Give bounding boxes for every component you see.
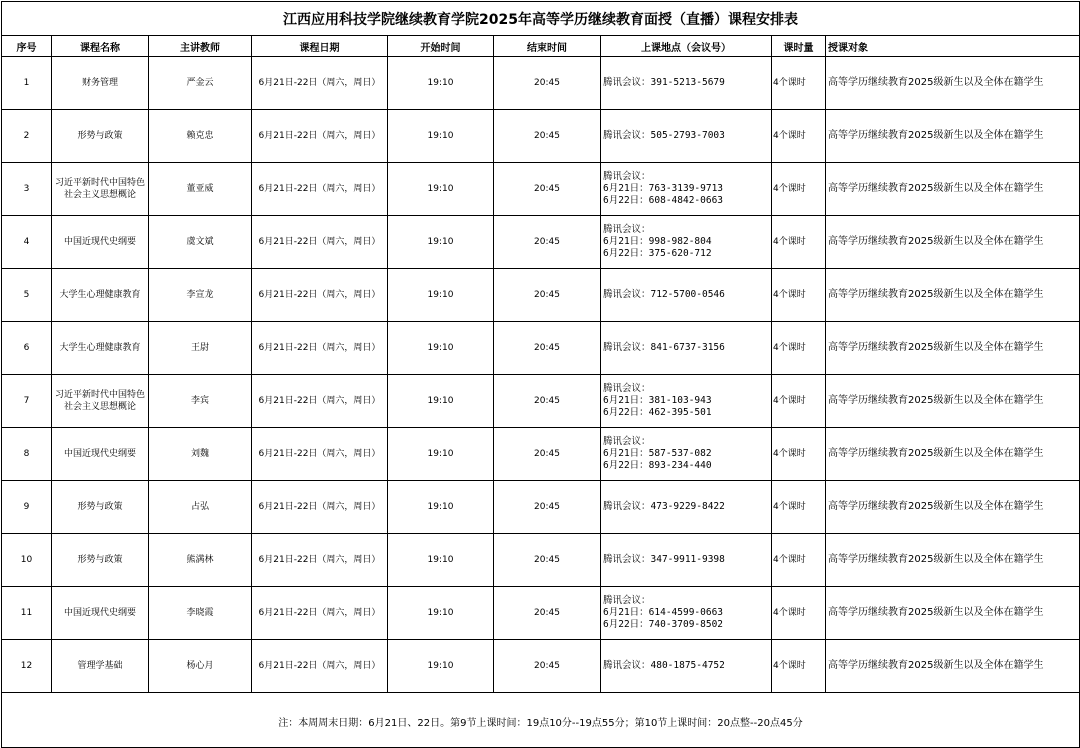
class-hours: 4个课时 [772, 163, 826, 216]
meeting-location-line: 6月21日：998-982-804 [603, 236, 712, 247]
teacher-name: 严金云 [149, 57, 252, 110]
meeting-location [601, 428, 772, 481]
header-cell: 课程日期 [252, 36, 388, 57]
table-row [2, 534, 1080, 587]
class-hours: 4个课时 [772, 216, 826, 269]
start-time: 19:10 [388, 640, 494, 693]
row-number: 2 [2, 110, 52, 163]
table-row [2, 375, 1080, 428]
class-hours: 4个课时 [772, 57, 826, 110]
end-time: 20:45 [494, 163, 601, 216]
table-row [2, 322, 1080, 375]
course-name-line: 大学生心理健康教育 [59, 290, 141, 300]
row-number: 8 [2, 428, 52, 481]
meeting-location-line: 腾讯会议： [603, 171, 651, 182]
table-row [2, 481, 1080, 534]
table-row [2, 428, 1080, 481]
teacher-name: 董亚威 [149, 163, 252, 216]
meeting-location [601, 57, 772, 110]
meeting-location-line: 腾讯会议： [603, 436, 651, 447]
row-number: 7 [2, 375, 52, 428]
course-date: 6月21日-22日（周六，周日） [252, 375, 388, 428]
start-time: 19:10 [388, 322, 494, 375]
course-name-line: 中国近现代史纲要 [63, 608, 136, 618]
table-row [2, 110, 1080, 163]
class-hours: 4个课时 [772, 110, 826, 163]
course-date: 6月21日-22日（周六，周日） [252, 110, 388, 163]
audience: 高等学历继续教育2025级新生以及全体在籍学生 [826, 640, 1080, 693]
header-row [2, 36, 1080, 57]
table-row [2, 163, 1080, 216]
header-cell: 主讲教师 [149, 36, 252, 57]
audience: 高等学历继续教育2025级新生以及全体在籍学生 [826, 216, 1080, 269]
table-row [2, 269, 1080, 322]
audience: 高等学历继续教育2025级新生以及全体在籍学生 [826, 269, 1080, 322]
start-time: 19:10 [388, 163, 494, 216]
course-name [52, 110, 149, 163]
table-row [2, 640, 1080, 693]
end-time: 20:45 [494, 57, 601, 110]
row-number: 9 [2, 481, 52, 534]
page-title: 江西应用科技学院继续教育学院2025年高等学历继续教育面授（直播）课程安排表 [2, 2, 1080, 36]
meeting-location-line: 6月21日：763-3139-9713 [603, 183, 724, 194]
course-name [52, 163, 149, 216]
meeting-location [601, 534, 772, 587]
course-name-line: 社会主义思想概论 [63, 190, 136, 200]
meeting-location-line: 腾讯会议：505-2793-7003 [603, 130, 725, 141]
row-number: 12 [2, 640, 52, 693]
start-time: 19:10 [388, 110, 494, 163]
meeting-location [601, 375, 772, 428]
course-name [52, 375, 149, 428]
course-date: 6月21日-22日（周六，周日） [252, 269, 388, 322]
meeting-location [601, 110, 772, 163]
course-date: 6月21日-22日（周六，周日） [252, 428, 388, 481]
start-time: 19:10 [388, 481, 494, 534]
end-time: 20:45 [494, 640, 601, 693]
course-name-line: 习近平新时代中国特色 [54, 178, 145, 188]
teacher-name: 赖克忠 [149, 110, 252, 163]
meeting-location-line: 6月22日：893-234-440 [603, 460, 712, 471]
audience: 高等学历继续教育2025级新生以及全体在籍学生 [826, 481, 1080, 534]
table-row [2, 216, 1080, 269]
course-date: 6月21日-22日（周六，周日） [252, 216, 388, 269]
course-name-line: 社会主义思想概论 [63, 402, 136, 412]
class-hours: 4个课时 [772, 587, 826, 640]
meeting-location-line: 腾讯会议：841-6737-3156 [603, 342, 725, 353]
table-row [2, 57, 1080, 110]
audience: 高等学历继续教育2025级新生以及全体在籍学生 [826, 428, 1080, 481]
end-time: 20:45 [494, 534, 601, 587]
meeting-location [601, 163, 772, 216]
meeting-location-line: 6月22日：462-395-501 [603, 407, 712, 418]
audience: 高等学历继续教育2025级新生以及全体在籍学生 [826, 375, 1080, 428]
course-name-line: 管理学基础 [77, 661, 123, 671]
meeting-location-line: 腾讯会议：473-9229-8422 [603, 501, 725, 512]
end-time: 20:45 [494, 216, 601, 269]
teacher-name: 占弘 [149, 481, 252, 534]
course-date: 6月21日-22日（周六，周日） [252, 163, 388, 216]
header-cell: 结束时间 [494, 36, 601, 57]
course-name-line: 形势与政策 [77, 131, 123, 141]
course-date: 6月21日-22日（周六，周日） [252, 57, 388, 110]
start-time: 19:10 [388, 428, 494, 481]
row-number: 10 [2, 534, 52, 587]
row-number: 6 [2, 322, 52, 375]
header-cell: 课程名称 [52, 36, 149, 57]
audience: 高等学历继续教育2025级新生以及全体在籍学生 [826, 322, 1080, 375]
class-hours: 4个课时 [772, 428, 826, 481]
audience: 高等学历继续教育2025级新生以及全体在籍学生 [826, 534, 1080, 587]
teacher-name: 李晓霞 [149, 587, 252, 640]
class-hours: 4个课时 [772, 269, 826, 322]
teacher-name: 熊满林 [149, 534, 252, 587]
meeting-location [601, 322, 772, 375]
class-hours: 4个课时 [772, 640, 826, 693]
end-time: 20:45 [494, 375, 601, 428]
course-name [52, 269, 149, 322]
header-cell: 授课对象 [826, 36, 1080, 57]
header-cell: 上课地点（会议号） [601, 36, 772, 57]
course-name-line: 习近平新时代中国特色 [54, 390, 145, 400]
meeting-location-line: 6月21日：381-103-943 [603, 395, 712, 406]
course-name-line: 形势与政策 [77, 502, 123, 512]
meeting-location-line: 6月22日：375-620-712 [603, 248, 712, 259]
start-time: 19:10 [388, 375, 494, 428]
course-name [52, 322, 149, 375]
meeting-location-line: 6月21日：614-4599-0663 [603, 607, 724, 618]
meeting-location-line: 腾讯会议： [603, 595, 651, 606]
row-number: 11 [2, 587, 52, 640]
end-time: 20:45 [494, 322, 601, 375]
course-date: 6月21日-22日（周六，周日） [252, 322, 388, 375]
meeting-location-line: 腾讯会议：391-5213-5679 [603, 77, 725, 88]
teacher-name: 刘魏 [149, 428, 252, 481]
teacher-name: 虞文斌 [149, 216, 252, 269]
end-time: 20:45 [494, 110, 601, 163]
end-time: 20:45 [494, 269, 601, 322]
start-time: 19:10 [388, 269, 494, 322]
meeting-location-line: 6月22日：740-3709-8502 [603, 619, 724, 630]
course-name [52, 587, 149, 640]
meeting-location-line: 腾讯会议：347-9911-9398 [603, 554, 725, 565]
header-cell: 开始时间 [388, 36, 494, 57]
class-hours: 4个课时 [772, 534, 826, 587]
course-name [52, 481, 149, 534]
course-name [52, 640, 149, 693]
teacher-name: 杨心月 [149, 640, 252, 693]
start-time: 19:10 [388, 57, 494, 110]
header-cell: 序号 [2, 36, 52, 57]
audience: 高等学历继续教育2025级新生以及全体在籍学生 [826, 110, 1080, 163]
meeting-location-line: 腾讯会议： [603, 383, 651, 394]
teacher-name: 王尉 [149, 322, 252, 375]
header-cell: 课时量 [772, 36, 826, 57]
course-name [52, 216, 149, 269]
course-name [52, 428, 149, 481]
start-time: 19:10 [388, 587, 494, 640]
meeting-location-line: 腾讯会议： [603, 224, 651, 235]
meeting-location-line: 腾讯会议：712-5700-0546 [603, 289, 725, 300]
start-time: 19:10 [388, 216, 494, 269]
end-time: 20:45 [494, 587, 601, 640]
meeting-location [601, 587, 772, 640]
table-row [2, 587, 1080, 640]
meeting-location-line: 6月21日：587-537-082 [603, 448, 712, 459]
course-name-line: 形势与政策 [77, 555, 123, 565]
class-hours: 4个课时 [772, 481, 826, 534]
meeting-location [601, 481, 772, 534]
course-date: 6月21日-22日（周六，周日） [252, 587, 388, 640]
audience: 高等学历继续教育2025级新生以及全体在籍学生 [826, 163, 1080, 216]
course-date: 6月21日-22日（周六，周日） [252, 481, 388, 534]
course-name [52, 534, 149, 587]
meeting-location-line: 6月22日：608-4842-0663 [603, 195, 724, 206]
schedule-sheet [1, 1, 1079, 742]
start-time: 19:10 [388, 534, 494, 587]
course-name [52, 57, 149, 110]
class-hours: 4个课时 [772, 322, 826, 375]
meeting-location [601, 216, 772, 269]
course-name-line: 中国近现代史纲要 [63, 449, 136, 459]
teacher-name: 李宣龙 [149, 269, 252, 322]
class-hours: 4个课时 [772, 375, 826, 428]
row-number: 3 [2, 163, 52, 216]
row-number: 1 [2, 57, 52, 110]
audience: 高等学历继续教育2025级新生以及全体在籍学生 [826, 57, 1080, 110]
course-name-line: 中国近现代史纲要 [63, 237, 136, 247]
course-name-line: 财务管理 [81, 78, 118, 88]
row-number: 4 [2, 216, 52, 269]
schedule-note: 注：本周周末日期：6月21日、22日。第9节上课时间：19点10分--19点55分；第10节上课时间：20点整--20点45分 [2, 693, 1080, 748]
meeting-location [601, 640, 772, 693]
teacher-name: 李宾 [149, 375, 252, 428]
audience: 高等学历继续教育2025级新生以及全体在籍学生 [826, 587, 1080, 640]
meeting-location-line: 腾讯会议：480-1875-4752 [603, 660, 725, 671]
end-time: 20:45 [494, 481, 601, 534]
end-time: 20:45 [494, 428, 601, 481]
meeting-location [601, 269, 772, 322]
row-number: 5 [2, 269, 52, 322]
course-name-line: 大学生心理健康教育 [59, 343, 141, 353]
schedule-table [1, 1, 1080, 748]
course-date: 6月21日-22日（周六，周日） [252, 534, 388, 587]
course-date: 6月21日-22日（周六，周日） [252, 640, 388, 693]
